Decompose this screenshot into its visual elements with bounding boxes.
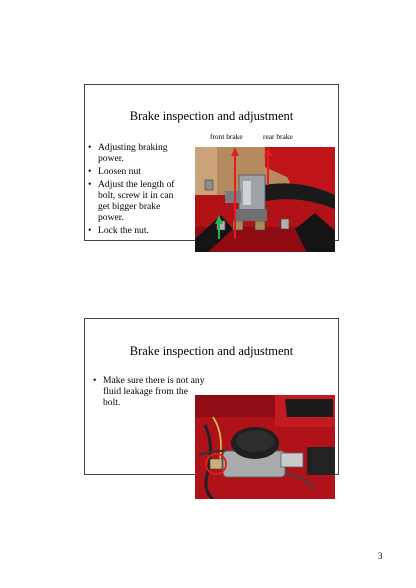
bullet-marker: • bbox=[93, 375, 97, 386]
bullet-text: Lock the nut. bbox=[98, 225, 149, 236]
bullet-text: Adjusting braking power. bbox=[98, 142, 168, 164]
bullet-marker: • bbox=[88, 166, 92, 177]
bullet-item bbox=[88, 166, 186, 177]
bullet-list bbox=[88, 142, 186, 238]
bullet-marker: • bbox=[88, 142, 92, 153]
bullet-text: Make sure there is not any fluid leakage from the bolt. bbox=[103, 375, 205, 408]
bullet-list bbox=[93, 375, 205, 410]
bullet-item bbox=[88, 225, 186, 236]
bullet-text: Adjust the length of bolt, screw it in can get bigger brake power. bbox=[98, 179, 175, 223]
bullet-item bbox=[88, 179, 186, 223]
bullet-marker: • bbox=[88, 225, 92, 236]
slide-title: Brake inspection and adjustment bbox=[129, 344, 294, 358]
brake-fluid-leak-photo bbox=[195, 395, 335, 499]
bullet-item bbox=[93, 375, 205, 408]
rear-brake-label: rear brake bbox=[263, 132, 293, 141]
front-brake-label: front brake bbox=[210, 132, 243, 141]
page-number: 3 bbox=[378, 551, 383, 561]
slide-1 bbox=[84, 84, 339, 241]
slide-2 bbox=[84, 318, 339, 475]
brake-adjustment-photo bbox=[195, 147, 335, 252]
bullet-marker: • bbox=[88, 179, 92, 190]
slide-title: Brake inspection and adjustment bbox=[129, 109, 294, 123]
bullet-text: Loosen nut bbox=[98, 166, 141, 177]
bullet-item bbox=[88, 142, 186, 164]
